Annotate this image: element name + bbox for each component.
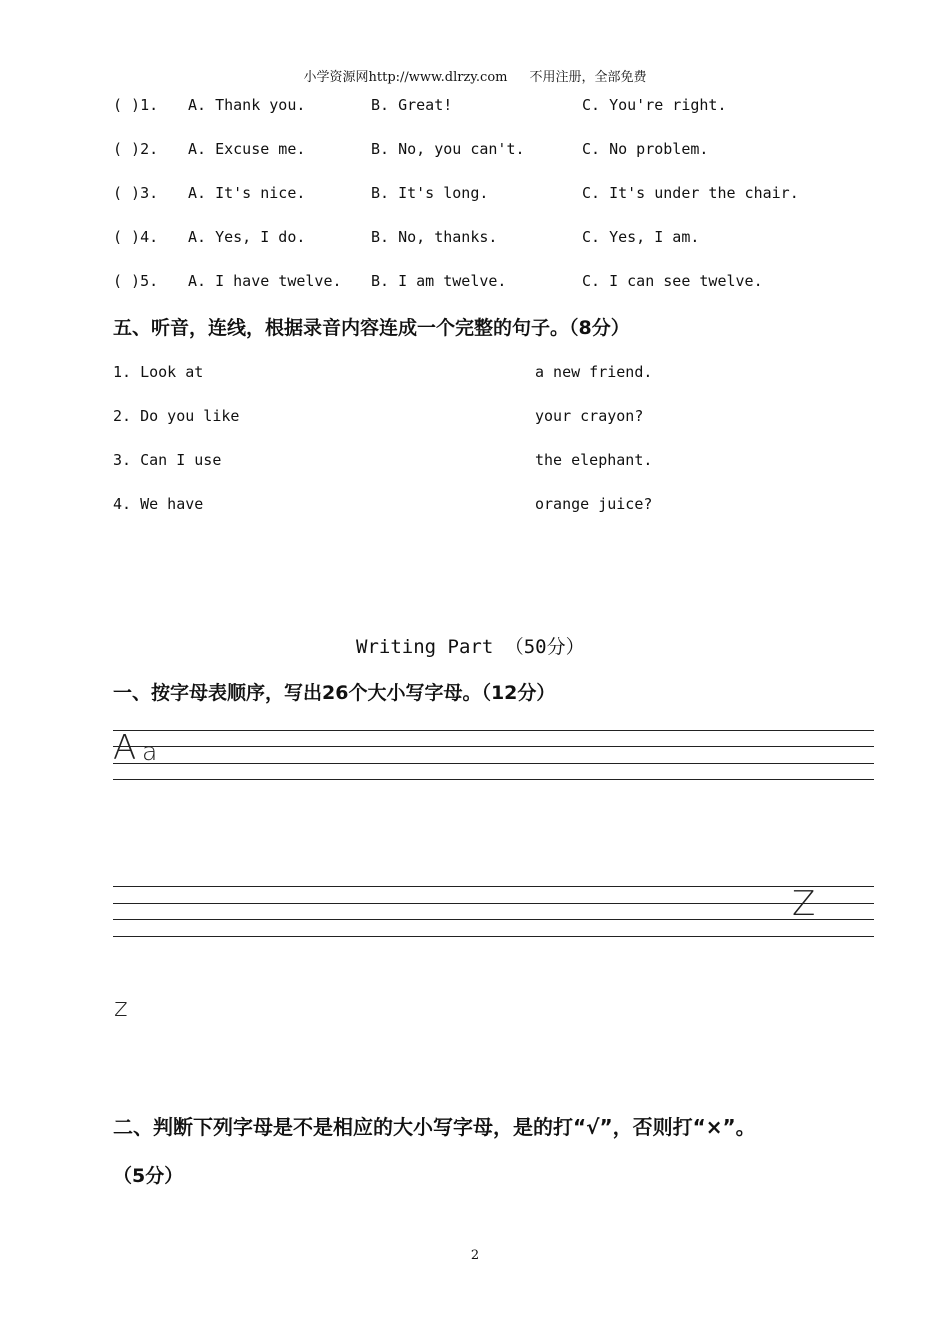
end-uppercase-letter: Z bbox=[792, 884, 816, 924]
choice-option-a: A. Yes, I do. bbox=[188, 228, 306, 246]
choice-blank: ( )2. bbox=[113, 140, 159, 158]
guide-line bbox=[113, 730, 874, 731]
choice-blank: ( )4. bbox=[113, 228, 159, 246]
choice-blank: ( )1. bbox=[113, 96, 159, 114]
choice-blank: ( )5. bbox=[113, 272, 159, 290]
guide-line bbox=[113, 746, 874, 747]
end-lowercase-letter: z bbox=[114, 993, 128, 1023]
choice-option-a: A. I have twelve. bbox=[188, 272, 342, 290]
choice-option-b: B. Great! bbox=[371, 96, 453, 114]
match-left-item: 3. Can I use bbox=[113, 451, 222, 469]
choice-option-a: A. Thank you. bbox=[188, 96, 306, 114]
choice-option-c: C. Yes, I am. bbox=[582, 228, 700, 246]
guide-line bbox=[113, 936, 874, 937]
match-right-item: a new friend. bbox=[535, 363, 653, 381]
guide-line bbox=[113, 919, 874, 920]
guide-line bbox=[113, 886, 874, 887]
header-slogan: 不用注册，全部免费 bbox=[529, 70, 647, 85]
sample-lowercase-letter: a bbox=[142, 737, 158, 766]
match-left-item: 4. We have bbox=[113, 495, 204, 513]
choice-option-a: A. Excuse me. bbox=[188, 140, 306, 158]
choice-option-c: C. No problem. bbox=[582, 140, 709, 158]
writing-question-two-points: （5分） bbox=[113, 1165, 184, 1187]
page-header bbox=[0, 66, 950, 85]
choice-option-c: C. I can see twelve. bbox=[582, 272, 763, 290]
sample-uppercase-letter: A bbox=[113, 728, 137, 768]
match-left-item: 1. Look at bbox=[113, 363, 204, 381]
guide-line bbox=[113, 763, 874, 764]
choice-option-a: A. It's nice. bbox=[188, 184, 306, 202]
choice-option-b: B. No, you can't. bbox=[371, 140, 525, 158]
match-left-item: 2. Do you like bbox=[113, 407, 240, 425]
choice-option-b: B. No, thanks. bbox=[371, 228, 498, 246]
choice-blank: ( )3. bbox=[113, 184, 159, 202]
choice-option-b: B. It's long. bbox=[371, 184, 489, 202]
writing-part-title: Writing Part （50分） bbox=[356, 636, 585, 658]
writing-question-two-title: 二、判断下列字母是不是相应的大小写字母，是的打“√”，否则打“×”。 bbox=[113, 1115, 756, 1139]
choice-option-c: C. You're right. bbox=[582, 96, 727, 114]
section-five-title: 五、听音，连线，根据录音内容连成一个完整的句子。（8分） bbox=[113, 317, 630, 339]
match-right-item: your crayon? bbox=[535, 407, 644, 425]
choice-option-c: C. It's under the chair. bbox=[582, 184, 799, 202]
guide-line bbox=[113, 903, 874, 904]
guide-line bbox=[113, 779, 874, 780]
match-right-item: orange juice? bbox=[535, 495, 653, 513]
header-site: 小学资源网http://www.dlrzy.com bbox=[303, 70, 508, 85]
page-number: 2 bbox=[470, 1248, 480, 1263]
choice-option-b: B. I am twelve. bbox=[371, 272, 507, 290]
match-right-item: the elephant. bbox=[535, 451, 653, 469]
writing-question-one-title: 一、按字母表顺序，写出26个大小写字母。（12分） bbox=[113, 682, 556, 704]
